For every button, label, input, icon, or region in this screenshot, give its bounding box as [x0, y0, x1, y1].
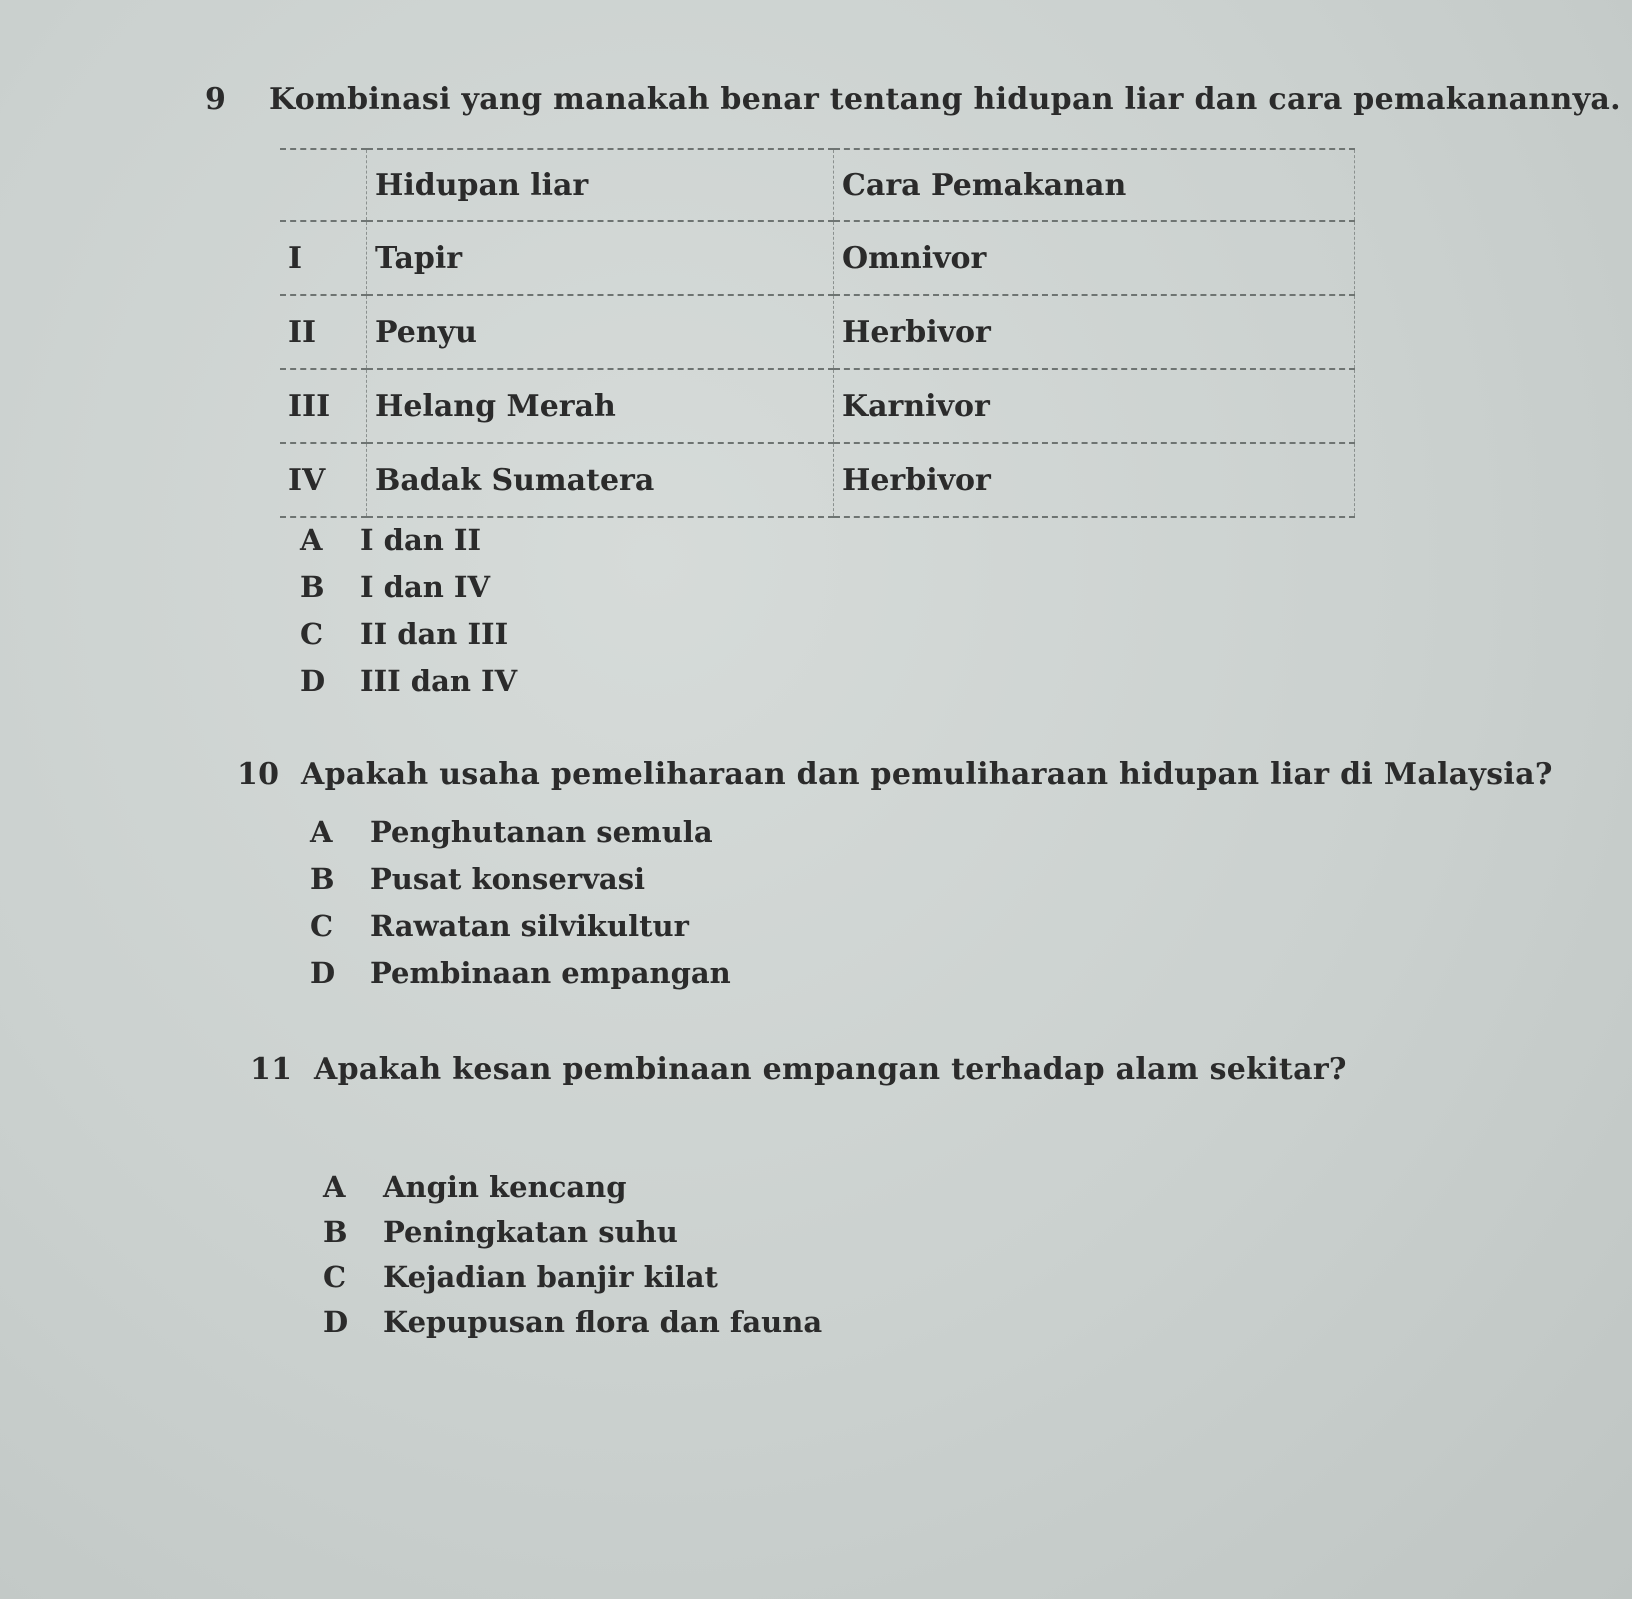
question-text: Apakah kesan pembinaan empangan terhadap alam sekitar? — [314, 1052, 1347, 1087]
row-animal: Badak Sumatera — [367, 443, 834, 517]
option-text: Kepupusan flora dan fauna — [383, 1305, 823, 1339]
row-animal: Tapir — [367, 221, 834, 295]
row-diet: Omnivor — [834, 221, 1355, 295]
option-text: I dan IV — [360, 570, 490, 604]
option-letter: A — [323, 1170, 346, 1204]
option-text: I dan II — [360, 523, 482, 557]
q9-option-c[interactable] — [300, 617, 508, 651]
row-roman: II — [280, 295, 367, 369]
option-letter: B — [323, 1215, 348, 1249]
option-letter: D — [323, 1305, 349, 1339]
question-number: 9 — [205, 82, 227, 117]
q9-option-b[interactable] — [300, 570, 490, 604]
header-cell-wildlife: Hidupan liar — [367, 149, 834, 221]
option-letter: C — [310, 909, 334, 943]
option-text: Penghutanan semula — [370, 815, 713, 849]
question-10 — [237, 757, 1553, 792]
option-text: Pusat konservasi — [370, 862, 646, 896]
q11-option-a[interactable] — [323, 1170, 627, 1204]
q11-option-b[interactable] — [323, 1215, 678, 1249]
question-9 — [205, 82, 1621, 117]
option-letter: B — [300, 570, 325, 604]
table-row — [280, 221, 1355, 295]
row-roman: IV — [280, 443, 367, 517]
option-letter: C — [323, 1260, 347, 1294]
q11-option-c[interactable] — [323, 1260, 718, 1294]
question-text: Kombinasi yang manakah benar tentang hidupan liar dan cara pemakanannya. — [269, 82, 1621, 117]
option-letter: A — [310, 815, 333, 849]
q10-option-c[interactable] — [310, 909, 689, 943]
option-text: Angin kencang — [383, 1170, 627, 1204]
row-diet: Karnivor — [834, 369, 1355, 443]
question-11 — [250, 1052, 1347, 1087]
option-text: II dan III — [360, 617, 509, 651]
option-letter: C — [300, 617, 324, 651]
option-letter: A — [300, 523, 323, 557]
table-row — [280, 369, 1355, 443]
row-animal: Helang Merah — [367, 369, 834, 443]
row-animal: Penyu — [367, 295, 834, 369]
row-roman: III — [280, 369, 367, 443]
question-text: Apakah usaha pemeliharaan dan pemuliharaan hidupan liar di Malaysia? — [301, 757, 1553, 792]
q9-option-d[interactable] — [300, 664, 517, 698]
option-letter: D — [310, 956, 336, 990]
question-number: 10 — [237, 757, 280, 792]
header-cell-diet: Cara Pemakanan — [834, 149, 1355, 221]
q10-option-a[interactable] — [310, 815, 713, 849]
option-text: Rawatan silvikultur — [370, 909, 689, 943]
q10-option-d[interactable] — [310, 956, 731, 990]
question-number: 11 — [250, 1052, 293, 1087]
option-letter: B — [310, 862, 335, 896]
header-cell-index — [280, 149, 367, 221]
option-text: Peningkatan suhu — [383, 1215, 678, 1249]
option-text: Kejadian banjir kilat — [383, 1260, 718, 1294]
row-diet: Herbivor — [834, 443, 1355, 517]
q11-option-d[interactable] — [323, 1305, 822, 1339]
q10-option-b[interactable] — [310, 862, 645, 896]
wildlife-diet-table — [280, 148, 1355, 518]
option-text: Pembinaan empangan — [370, 956, 731, 990]
q9-option-a[interactable] — [300, 523, 481, 557]
row-roman: I — [280, 221, 367, 295]
option-letter: D — [300, 664, 326, 698]
table-header-row — [280, 149, 1355, 221]
row-diet: Herbivor — [834, 295, 1355, 369]
table-row — [280, 443, 1355, 517]
option-text: III dan IV — [360, 664, 518, 698]
table-row — [280, 295, 1355, 369]
